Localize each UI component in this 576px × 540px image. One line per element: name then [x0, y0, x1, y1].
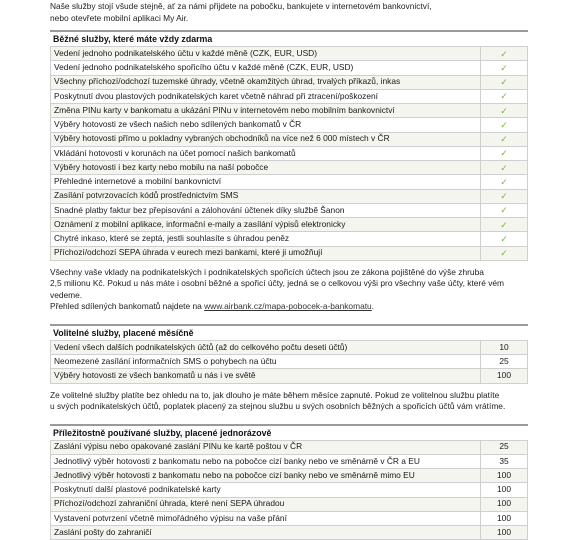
table-row: [51, 89, 528, 103]
included-check-icon: ✓: [481, 218, 528, 232]
section-occasional-services-title: Příležitostně používané služby, placené jednorázově: [50, 424, 528, 440]
price-value: 25: [481, 440, 528, 454]
included-check-icon: ✓: [481, 232, 528, 246]
included-check-icon: ✓: [481, 203, 528, 217]
optional-services-table: [50, 340, 528, 384]
atm-map-prefix: Přehled sdílených bankomatů najdete na: [50, 301, 204, 311]
deposit-insurance-note: [50, 267, 528, 313]
service-label: Vystavení potvrzení včetně mimořádného výpisu na vaše přání: [51, 511, 481, 525]
service-label: Zasílání potvrzovacích kódů prostřednictvím SMS: [51, 189, 481, 203]
table-row: [51, 203, 528, 217]
table-row: [51, 454, 528, 468]
included-check-icon: ✓: [481, 75, 528, 89]
note-line: 2,5 milionu Kč. Pokud u nás máte i osobní běžné a spořicí účty, jedná se o celkovou výši pro všechny vaše účty, které vém: [50, 278, 528, 290]
price-value: 100: [481, 369, 528, 383]
price-value: 10: [481, 340, 528, 354]
price-value: 100: [481, 526, 528, 540]
service-label: Vedení všech dalších podnikatelských účtů (až do celkového počtu deseti účtů): [51, 340, 481, 354]
service-label: Vedení jednoho podnikatelského spořicího účtu v každé měně (CZK, EUR, USD): [51, 61, 481, 75]
table-row: [51, 369, 528, 383]
service-label: Zaslání pošty do zahraničí: [51, 526, 481, 540]
table-row: [51, 218, 528, 232]
table-row: [51, 483, 528, 497]
pricing-document: [50, 0, 528, 540]
included-check-icon: ✓: [481, 146, 528, 160]
included-check-icon: ✓: [481, 132, 528, 146]
service-label: Zaslání výpisu nebo opakované zaslání PINu ke kartě poštou v ČR: [51, 440, 481, 454]
included-check-icon: ✓: [481, 175, 528, 189]
note-line: Všechny vaše vklady na podnikatelských i podnikatelských spořicích účtech jsou ze zákona pojištěné do výše zhruba: [50, 267, 528, 279]
included-check-icon: ✓: [481, 189, 528, 203]
service-label: Vkládání hotovosti v korunách na účet pomocí našich bankomatů: [51, 146, 481, 160]
table-row: [51, 340, 528, 354]
note-line: u svých podnikatelských účtů, poplatek placený za stejnou službu u svých osobních běžných a spořicích účtů vám vrátíme.: [50, 401, 528, 413]
table-row: [51, 47, 528, 61]
intro-text: [50, 0, 528, 25]
price-value: 25: [481, 355, 528, 369]
service-label: Výběry hotovosti i bez karty nebo mobilu na naší pobočce: [51, 161, 481, 175]
included-check-icon: ✓: [481, 61, 528, 75]
service-label: Změna PINu karty v bankomatu a ukázání PINu v internetovém nebo mobilním bankovnictví: [51, 104, 481, 118]
table-row: [51, 469, 528, 483]
service-label: Vedení jednoho podnikatelského účtu v každé měně (CZK, EUR, USD): [51, 47, 481, 61]
price-value: 100: [481, 469, 528, 483]
note-line: Ze volitelné služby platíte bez ohledu na to, jak dlouho je máte během měsíce zapnuté. Pokud ze volitelnou službu platíte: [50, 390, 528, 402]
table-row: [51, 511, 528, 525]
price-value: 100: [481, 483, 528, 497]
table-row: [51, 189, 528, 203]
atm-map-suffix: .: [372, 301, 374, 311]
table-row: [51, 246, 528, 260]
price-value: 100: [481, 497, 528, 511]
section-free-services-title: Běžné služby, které máte vždy zdarma: [50, 30, 528, 46]
free-services-table: [50, 46, 528, 261]
intro-line: nebo otevřete mobilní aplikaci My Air.: [50, 13, 528, 25]
table-row: [51, 440, 528, 454]
table-row: [51, 75, 528, 89]
table-row: [51, 104, 528, 118]
included-check-icon: ✓: [481, 246, 528, 260]
price-value: 35: [481, 454, 528, 468]
service-label: Přehledné internetové a mobilní bankovnictví: [51, 175, 481, 189]
atm-map-link[interactable]: www.airbank.cz/mapa-pobocek-a-bankomatu: [204, 301, 372, 311]
included-check-icon: ✓: [481, 161, 528, 175]
service-label: Výběry hotovosti ze všech bankomatů u nás i ve světě: [51, 369, 481, 383]
table-row: [51, 132, 528, 146]
service-label: Poskytnutí další plastové podnikatelské karty: [51, 483, 481, 497]
table-row: [51, 355, 528, 369]
service-label: Neomezené zasílání informačních SMS o pohybech na účtu: [51, 355, 481, 369]
included-check-icon: ✓: [481, 47, 528, 61]
service-label: Chytré inkaso, které se zeptá, jestli souhlasíte s úhradou peněz: [51, 232, 481, 246]
service-label: Výběry hotovosti přímo u pokladny vybraných obchodníků na více než 6 000 místech v ČR: [51, 132, 481, 146]
occasional-services-table: [50, 440, 528, 540]
service-label: Příchozí/odchozí zahraniční úhrada, které není SEPA úhradou: [51, 497, 481, 511]
intro-line: Naše služby stojí všude stejně, ať za námi přijdete na pobočku, bankujete v internetovém bankovnictví,: [50, 1, 528, 13]
service-label: Poskytnutí dvou plastových podnikatelských karet včetně náhrad při ztracení/poškození: [51, 89, 481, 103]
table-row: [51, 526, 528, 540]
included-check-icon: ✓: [481, 89, 528, 103]
service-label: Jednotlivý výběr hotovosti z bankomatu nebo na pobočce cizí banky nebo ve směnárně mimo EU: [51, 469, 481, 483]
service-label: Jednotlivý výběr hotovosti z bankomatu nebo na pobočce cizí banky nebo ve směnárně v ČR a EU: [51, 454, 481, 468]
table-row: [51, 497, 528, 511]
table-row: [51, 175, 528, 189]
service-label: Příchozí/odchozí SEPA úhrada v eurech mezi bankami, které ji umožňují: [51, 246, 481, 260]
table-row: [51, 161, 528, 175]
service-label: Výběry hotovosti ze všech našich nebo sdílených bankomatů v ČR: [51, 118, 481, 132]
table-row: [51, 61, 528, 75]
atm-map-note: [50, 301, 528, 313]
table-row: [51, 146, 528, 160]
service-label: Snadné platby faktur bez přepisování a zálohování účtenek díky službě Šanon: [51, 203, 481, 217]
service-label: Oznámení z mobilní aplikace, informační e-maily a zasílání výpisů elektronicky: [51, 218, 481, 232]
optional-services-note: [50, 390, 528, 413]
table-row: [51, 118, 528, 132]
price-value: 100: [481, 511, 528, 525]
service-label: Všechny příchozí/odchozí tuzemské úhrady, včetně okamžitých úhrad, trvalých příkazů, inkas: [51, 75, 481, 89]
included-check-icon: ✓: [481, 118, 528, 132]
included-check-icon: ✓: [481, 104, 528, 118]
table-row: [51, 232, 528, 246]
section-optional-services-title: Volitelné služby, placené měsíčně: [50, 324, 528, 340]
note-line: vedeme.: [50, 290, 528, 302]
